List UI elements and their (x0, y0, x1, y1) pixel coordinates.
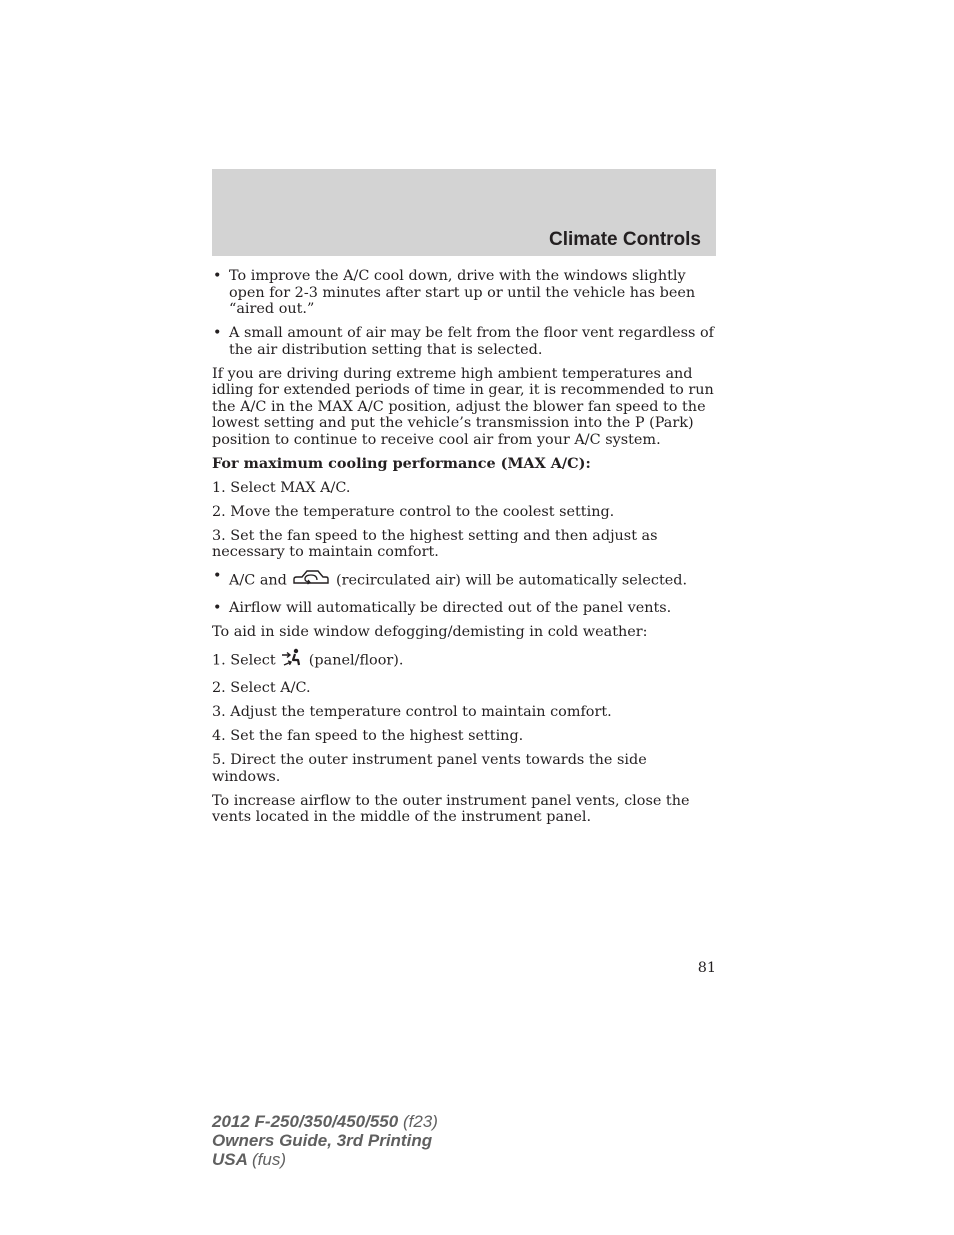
bullet-icon: • (213, 325, 222, 341)
main-content (212, 268, 716, 833)
recirc-after: (recirculated air) will be automatically selected. (336, 572, 688, 589)
footer-market: USA (212, 1150, 248, 1169)
ambient-paragraph: If you are driving during extreme high ambient temperatures and idling for extended periods of time in gear, it is recommended to run the A/C in the MAX A/C position, adjust the blower fan speed to the lowest setting and put the vehicle’s transmission into the P (Park) position to continue to receive cool air from your A/C system. (212, 365, 714, 448)
footer (212, 1112, 438, 1169)
page-number: 81 (697, 960, 716, 976)
footer-line-3 (212, 1150, 438, 1169)
max-step: 2. Move the temperature control to the coolest setting. (212, 503, 615, 520)
recirculated-air-icon (291, 568, 331, 593)
list-item (212, 325, 716, 358)
bullet-text: A small amount of air may be felt from the floor vent regardless of the air distribution setting that is selected. (229, 325, 714, 358)
list-item (212, 568, 716, 593)
panel-floor-icon (280, 648, 304, 673)
max-step: 3. Set the fan speed to the highest setting and then adjust as necessary to maintain comfort. (212, 527, 658, 560)
footer-line-1 (212, 1112, 438, 1131)
defog-step: 3. Adjust the temperature control to maintain comfort. (212, 704, 612, 720)
footer-model-code: (f23) (402, 1112, 438, 1131)
defog-step (212, 648, 716, 673)
bullet-icon: • (213, 268, 222, 284)
defog-step1-after: (panel/floor). (308, 652, 404, 669)
defog-intro: To aid in side window defogging/demisting in cold weather: (212, 624, 648, 640)
section-title: Climate Controls (548, 229, 701, 250)
defog-step: 5. Direct the outer instrument panel vents towards the side windows. (212, 752, 647, 785)
bullet-text: To improve the A/C cool down, drive with the windows slightly open for 2-3 minutes after start up or until the vehicle has been “aired out.” (229, 268, 696, 317)
bullet-icon: • (213, 600, 222, 616)
airflow-paragraph: To increase airflow to the outer instrument panel vents, close the vents located in the middle of the instrument panel. (212, 792, 690, 825)
section-header (212, 169, 716, 256)
max-cooling-heading: For maximum cooling performance (MAX A/C): (212, 454, 591, 472)
list-item (212, 268, 716, 318)
bullet-icon: • (213, 568, 222, 584)
recirc-before: A/C and (229, 572, 287, 589)
list-item (212, 600, 716, 617)
defog-step: 2. Select A/C. (212, 680, 311, 696)
footer-model: 2012 F-250/350/450/550 (212, 1112, 399, 1131)
max-step: 1. Select MAX A/C. (212, 479, 351, 496)
footer-line-2: Owners Guide, 3rd Printing (212, 1131, 433, 1150)
defog-step1-before: 1. Select (212, 652, 276, 669)
bullet-text: Airflow will automatically be directed out of the panel vents. (229, 600, 672, 616)
defog-step: 4. Set the fan speed to the highest setting. (212, 728, 524, 744)
footer-market-code: (fus) (252, 1150, 286, 1169)
